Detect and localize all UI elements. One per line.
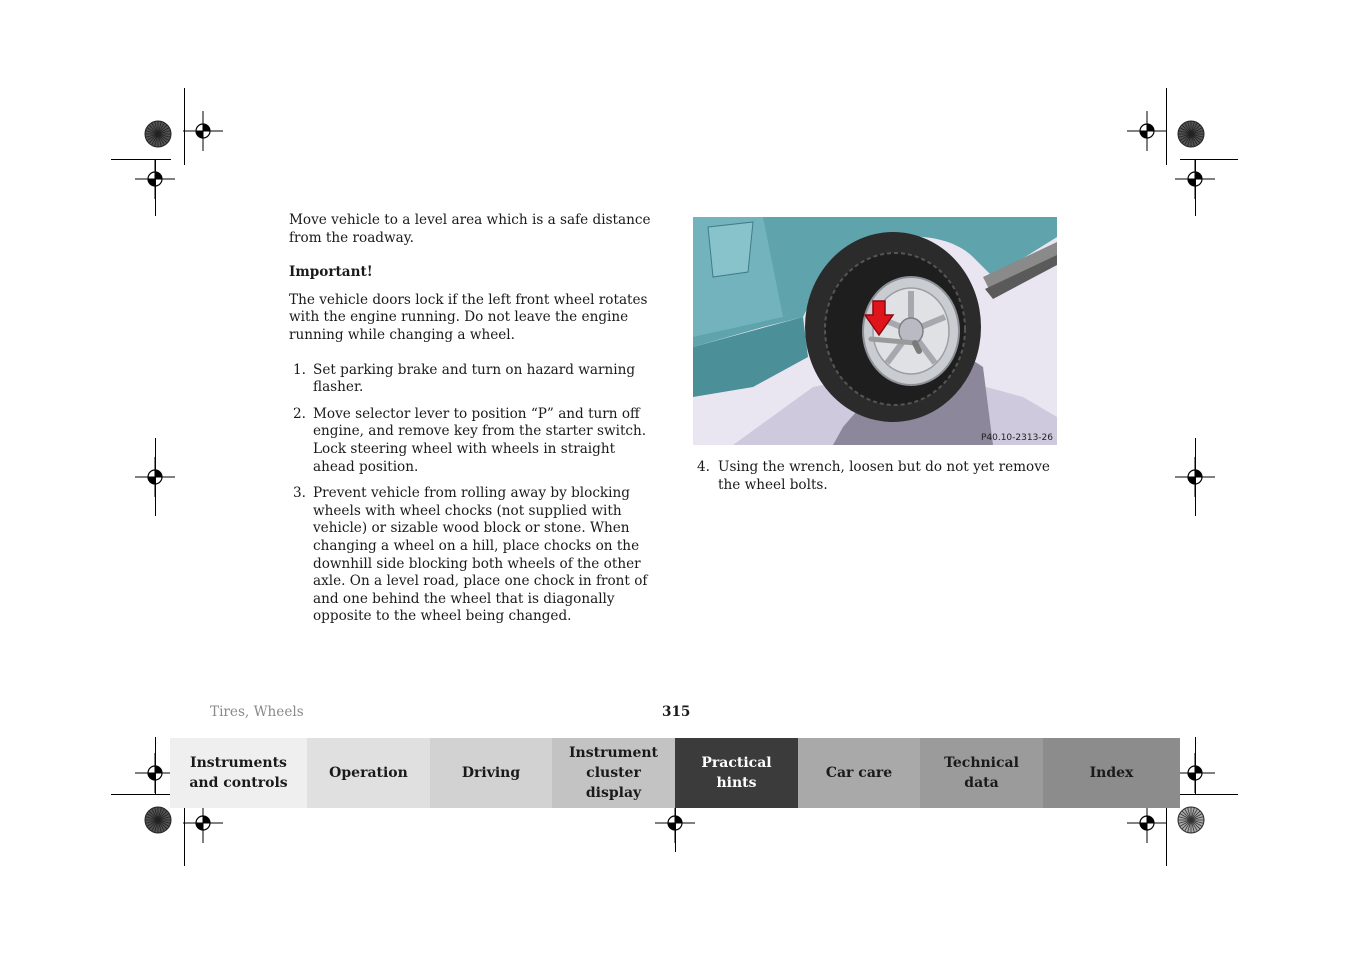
tab-technical-data[interactable] [920,738,1043,808]
tab-car-care[interactable] [798,738,920,808]
registration-mark-icon [183,803,223,843]
tab-operation[interactable] [307,738,430,808]
step-number: 3. [293,485,306,502]
important-heading: Important! [289,264,373,281]
tab-instrument-cluster-display[interactable] [552,738,675,808]
registration-mark-icon [183,111,223,151]
tab-label: Operation [329,765,408,781]
color-target-icon [144,806,172,834]
wheel-wrench-drawing [693,217,1057,445]
chapter-tabs [170,738,1180,808]
registration-mark-icon [1127,803,1167,843]
tab-driving[interactable] [430,738,552,808]
registration-mark-icon [1175,753,1215,793]
step-number: 1. [293,361,306,378]
page-number: 315 [662,704,691,720]
step-item [289,362,657,397]
step-number: 2. [293,405,306,422]
color-target-icon [144,120,172,148]
tab-label: Practical hints [701,755,772,791]
step-text: Set parking brake and turn on hazard warning flasher. [313,361,636,396]
main-text-column [289,212,657,635]
tab-label-line1: Instrument [569,745,658,761]
wheel-illustration [693,217,1057,445]
tab-label-line2: cluster display [585,765,642,801]
intro-paragraph: Move vehicle to a level area which is a safe distance from the roadway. [289,212,651,246]
color-target-icon [1177,806,1205,834]
tab-label: Car care [825,765,893,781]
important-paragraph: The vehicle doors lock if the left front wheel rotates with the engine running. Do not leave the engine running while changing a wheel. [289,291,648,343]
registration-mark-icon [1175,457,1215,497]
tab-label-line2: and controls [189,775,288,791]
step-item [289,485,657,626]
registration-mark-icon [135,159,175,199]
tab-label: Index [1089,765,1134,781]
section-title: Tires, Wheels [210,704,304,720]
registration-mark-icon [135,457,175,497]
color-target-icon [1177,120,1205,148]
tab-label: Driving [461,765,521,781]
tab-index[interactable] [1043,738,1180,808]
tab-label-line1: Instruments [190,755,287,771]
step-text: Move selector lever to position “P” and turn off engine, and remove key from the starter switch. Lock steering wheel with wheels in straight ahead position. [313,405,647,475]
step-text: Using the wrench, loosen but do not yet remove the wheel bolts. [718,459,1050,493]
step-number: 4. [697,459,710,475]
step-text: Prevent vehicle from rolling away by blocking wheels with wheel chocks (not supplied with vehicle) or sizable wood block or stone. When changing a wheel on a hill, place chocks on the downhill side blocking both wheels of the other axle. On a level road, place one chock in front of and one behind the wheel that is diagonally opposite to the wheel being changed. [313,485,648,625]
registration-mark-icon [1175,159,1215,199]
tab-instruments-and-controls[interactable] [170,738,307,808]
registration-mark-icon [1127,111,1167,151]
registration-mark-icon [655,803,695,843]
crop-line [1180,794,1238,795]
tab-label-line2: data [964,775,999,791]
steps-list [289,362,657,626]
tab-label-line1: Technical [944,755,1019,771]
step-item [289,406,657,476]
figure-code: P40.10-2313-26 [980,433,1053,443]
registration-mark-icon [135,753,175,793]
crop-line [111,794,171,795]
step-item-4 [697,459,1059,494]
tab-practical-hints[interactable] [675,738,798,808]
